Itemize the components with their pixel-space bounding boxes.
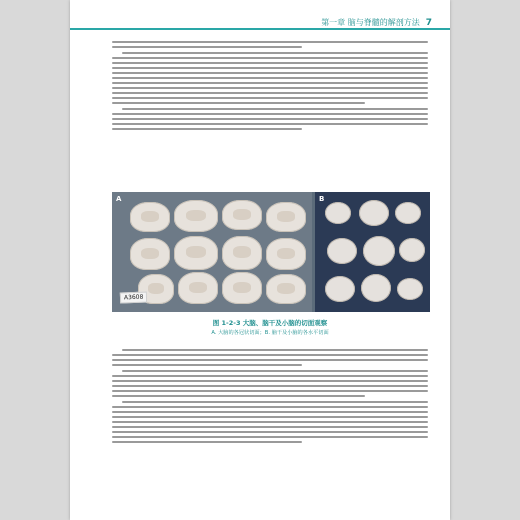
specimen-label: A3608 (120, 292, 148, 304)
paragraph (112, 108, 428, 130)
panel-b-letter: B (319, 195, 325, 203)
figure-panel-b (315, 192, 430, 312)
paragraph (112, 370, 428, 397)
body-text-bottom (112, 346, 428, 443)
chapter-title: 第一章 脑与脊髓的解剖方法 (321, 18, 420, 27)
panel-a-letter: A (116, 195, 122, 203)
figure-caption (112, 318, 428, 336)
page-header (70, 14, 450, 30)
paragraph (112, 52, 428, 104)
figure-caption-subtitle: A. 大脑的各冠状切面；B. 脑干及小脑的各水平切面 (211, 330, 329, 336)
book-page (70, 0, 450, 520)
figure-panel-a (112, 192, 312, 312)
page-number: 7 (425, 18, 432, 28)
paragraph (112, 349, 428, 366)
paragraph (112, 401, 428, 443)
figure-caption-title: 图 1-2-3 大脑、脑干及小脑的切面观察 (212, 319, 328, 327)
paragraph (112, 41, 428, 48)
body-text-top (112, 38, 428, 130)
figure-1-2-3 (112, 192, 430, 312)
